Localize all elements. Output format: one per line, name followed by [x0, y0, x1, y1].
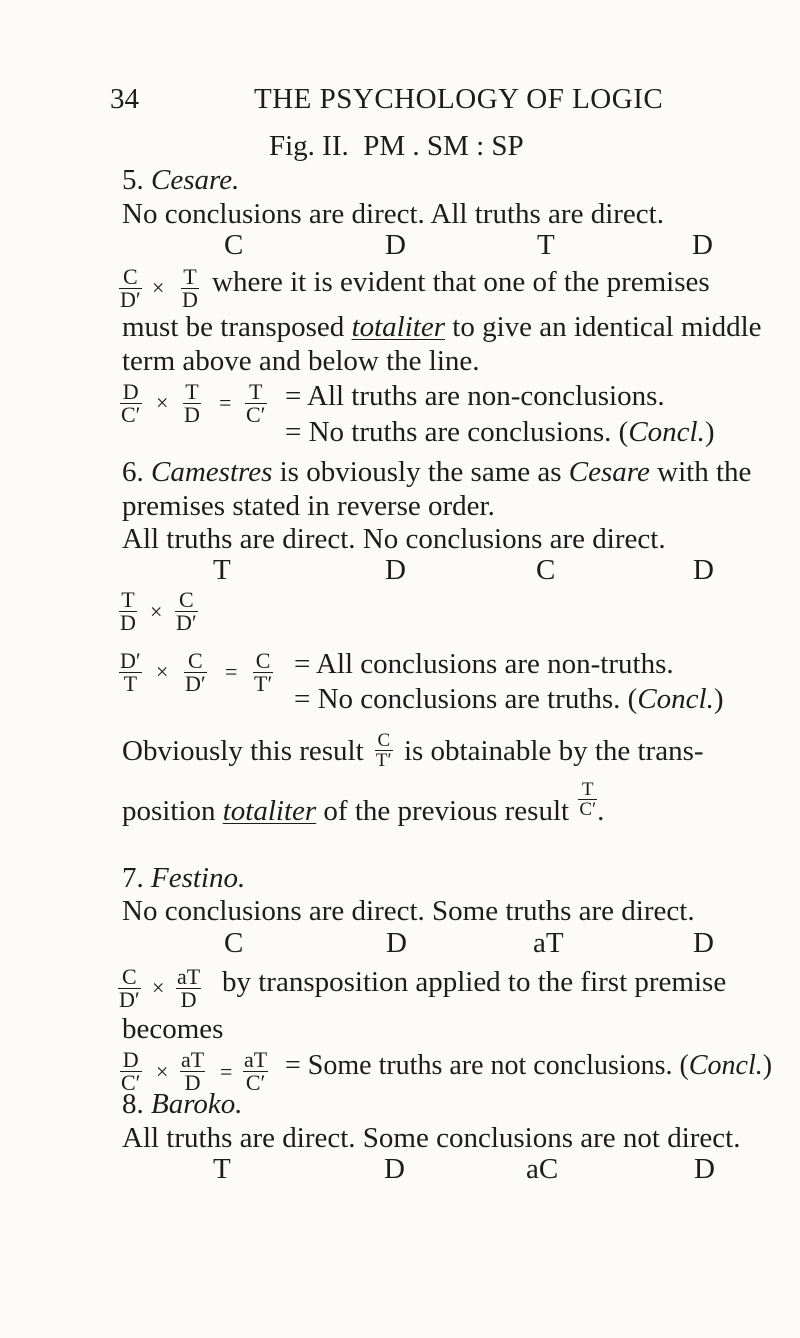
inline-fraction: $\frac{C}{T'}$ [375, 729, 392, 771]
cesare-result-1: = All truths are non-conclusions. [285, 380, 665, 412]
cesare-result-2: = No truths are conclusions. (Concl.) [285, 416, 715, 448]
camestres-term-1: T [213, 554, 231, 586]
section-title: Cesare. [151, 164, 240, 196]
times-sign: × [150, 599, 163, 624]
cesare-fraction-1: $\frac{C}{D'}$ [120, 264, 141, 312]
baroko-term-4: D [694, 1153, 715, 1185]
section-number: 5. [122, 164, 144, 196]
equals-sign: = [220, 1059, 233, 1084]
camestres-result-fraction-3: $\frac{C}{T'}$ [254, 648, 273, 696]
baroko-premises: All truths are direct. Some conclusions are not direct. [122, 1122, 741, 1154]
section-title: Camestres [151, 456, 273, 488]
section-title: Festino. [151, 862, 246, 894]
camestres-position-line: position totaliter of the previous result $\frac{T}{C'}$ . [122, 778, 605, 827]
festino-result: = Some truths are not conclusions. (Concl.) [285, 1050, 773, 1081]
times-sign: × [156, 1059, 169, 1084]
camestres-result-fraction-1: $\frac{D'}{T}$ [120, 648, 141, 696]
inline-fraction: $\frac{T}{C'}$ [579, 778, 597, 820]
section-number: 7. [122, 862, 144, 894]
cesare-fraction-2: $\frac{T}{D}$ [182, 264, 198, 312]
cesare-where-text: where it is evident that one of the premises [212, 266, 710, 298]
running-title: THE PSYCHOLOGY OF LOGIC [254, 83, 664, 115]
camestres-term-4: D [693, 554, 714, 586]
festino-result-fraction-2: $\frac{aT}{D}$ [181, 1047, 205, 1095]
section-number: 8. [122, 1088, 144, 1120]
times-sign: × [152, 975, 165, 1000]
camestres-text-line: premises stated in reverse order. [122, 490, 495, 522]
equals-sign: = [225, 659, 238, 684]
cesare-premises: No conclusions are direct. All truths are direct. [122, 198, 664, 230]
festino-result-fraction-3: $\frac{aT}{C'}$ [244, 1047, 268, 1095]
festino-result-fraction-1: $\frac{D}{C'}$ [121, 1047, 141, 1095]
times-sign: × [156, 659, 169, 684]
equals-sign: = [219, 390, 232, 415]
cesare-term-2: D [385, 229, 406, 261]
festino-term-3: aT [533, 927, 564, 959]
camestres-premises: All truths are direct. No conclusions are direct. [122, 523, 666, 555]
camestres-result-2: = No conclusions are truths. (Concl.) [294, 683, 724, 715]
section-number: 6. [122, 456, 144, 488]
baroko-heading [122, 1086, 243, 1122]
totaliter-term: totaliter [351, 311, 446, 343]
figure-label: Fig. II. [269, 130, 349, 162]
baroko-term-2: D [384, 1153, 405, 1185]
camestres-fraction-1: $\frac{T}{D}$ [120, 587, 136, 635]
camestres-heading: 6. Camestres is obviously the same as Cesare with the [122, 456, 752, 488]
cesare-term-1: C [224, 229, 244, 261]
times-sign: × [152, 275, 165, 300]
festino-premises: No conclusions are direct. Some truths are direct. [122, 895, 695, 927]
cesare-result-fraction-3: $\frac{T}{C'}$ [246, 379, 266, 427]
camestres-fraction-2: $\frac{C}{D'}$ [176, 587, 197, 635]
festino-heading [122, 860, 245, 896]
figure-caption [269, 128, 524, 164]
camestres-result-1: = All conclusions are non-truths. [294, 648, 674, 680]
camestres-term-3: C [536, 554, 556, 586]
cesare-term-3: T [537, 229, 555, 261]
baroko-term-3: aC [526, 1153, 559, 1185]
cesare-term-4: D [692, 229, 713, 261]
camestres-term-2: D [385, 554, 406, 586]
camestres-obviously-line: Obviously this result $\frac{C}{T'}$ is obtainable by the trans- [122, 729, 704, 771]
camestres-result-fraction-2: $\frac{C}{D'}$ [185, 648, 206, 696]
cesare-result-fraction-1: $\frac{D}{C'}$ [121, 379, 141, 427]
totaliter-term: totaliter [222, 795, 317, 827]
figure-formula: PM . SM : SP [363, 130, 524, 162]
cesare-text-line-2: term above and below the line. [122, 345, 480, 377]
cesare-heading [122, 162, 239, 198]
cesare-text-line: must be transposed totaliter to give an identical middle [122, 311, 762, 343]
page-number: 34 [110, 83, 139, 115]
festino-term-2: D [386, 927, 407, 959]
festino-term-4: D [693, 927, 714, 959]
cesare-result-fraction-2: $\frac{T}{D}$ [184, 379, 200, 427]
festino-by-text: by transposition applied to the first premise [222, 966, 727, 998]
festino-fraction-2: $\frac{aT}{D}$ [177, 964, 201, 1012]
festino-becomes: becomes [122, 1013, 224, 1045]
section-title: Baroko. [151, 1088, 243, 1120]
times-sign: × [156, 390, 169, 415]
festino-term-1: C [224, 927, 244, 959]
festino-fraction-1: $\frac{C}{D'}$ [119, 964, 140, 1012]
baroko-term-1: T [213, 1153, 231, 1185]
